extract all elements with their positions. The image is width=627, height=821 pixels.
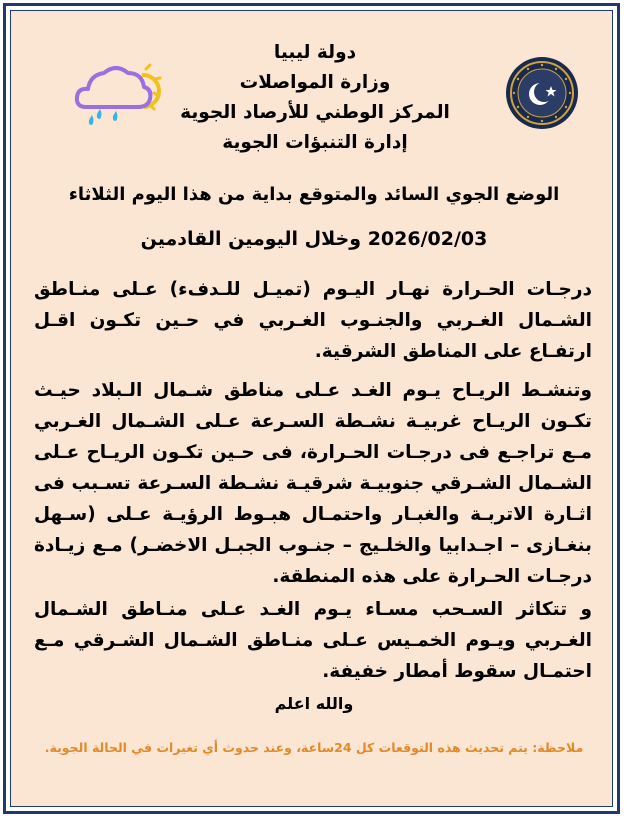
closing-phrase: والله اعلم	[274, 694, 354, 713]
update-note: ملاحظة: يتم تحديث هذه التوقعات كل 24ساعة، وعند حدوث أي تغيرات في الحالة الجوية.	[44, 740, 584, 755]
ministry-name: وزارة المواصلات	[239, 72, 391, 93]
country-name: دولة ليبيا	[273, 42, 357, 63]
paragraph-clouds: و تتكاثر السـحب مسـاء يـوم الغـد عـلى منـاطق الشـمال الغـربي ويـوم الخمـيس عـلى منـاطق الشـمال الشـرقي مـع احتمـال سقوط أمطار خفيفة.	[34, 599, 592, 682]
forecast-date-line: 2026/02/03 وخلال اليومين القادمين	[140, 228, 488, 250]
center-name: المركز الوطني للأرصاد الجوية	[180, 102, 450, 123]
department-name: إدارة التنبؤات الجوية	[222, 132, 408, 153]
paragraph-winds: وتنشـط الريـاح يـوم الغـد عـلى مناطق شـمال الـبلاد حيـث تكـون الريـاح غربيـة نشـطة السـرعة عـلى الشـمال الغـربي مـع تراجـع فى درجـات الحـرارة، فى حـين تكـون الريـاح عـلى الشـمال الشـرقي جنوبيـة شرقيـة نشـطة السـرعة تسـبب فى اثـارة الاتربـة والغبـار واحتمـال هبـوط الرؤيـة عـلى (سـهل بنغـازى – اجـدابيا والخلـيج – جنـوب الجبـل الاخضـر) مـع زيـادة درجـات الحـرارة على هذه المنطقة.	[34, 380, 592, 587]
libya-emblem-icon	[505, 56, 579, 130]
letterhead	[150, 38, 480, 158]
forecast-headline: الوضع الجوي السائد والمتوقع بداية من هذا اليوم الثلاثاء	[68, 184, 560, 205]
cloud-sun-rain-icon	[72, 57, 166, 127]
paragraph-temperature: درجـات الحـرارة نهـار اليـوم (تميـل للـدفء) عـلى منـاطق الشـمال الغـربي والجنـوب الغـربي في حـين تكـون اقـل ارتفـاع على المناطق الشرقية.	[34, 279, 592, 362]
